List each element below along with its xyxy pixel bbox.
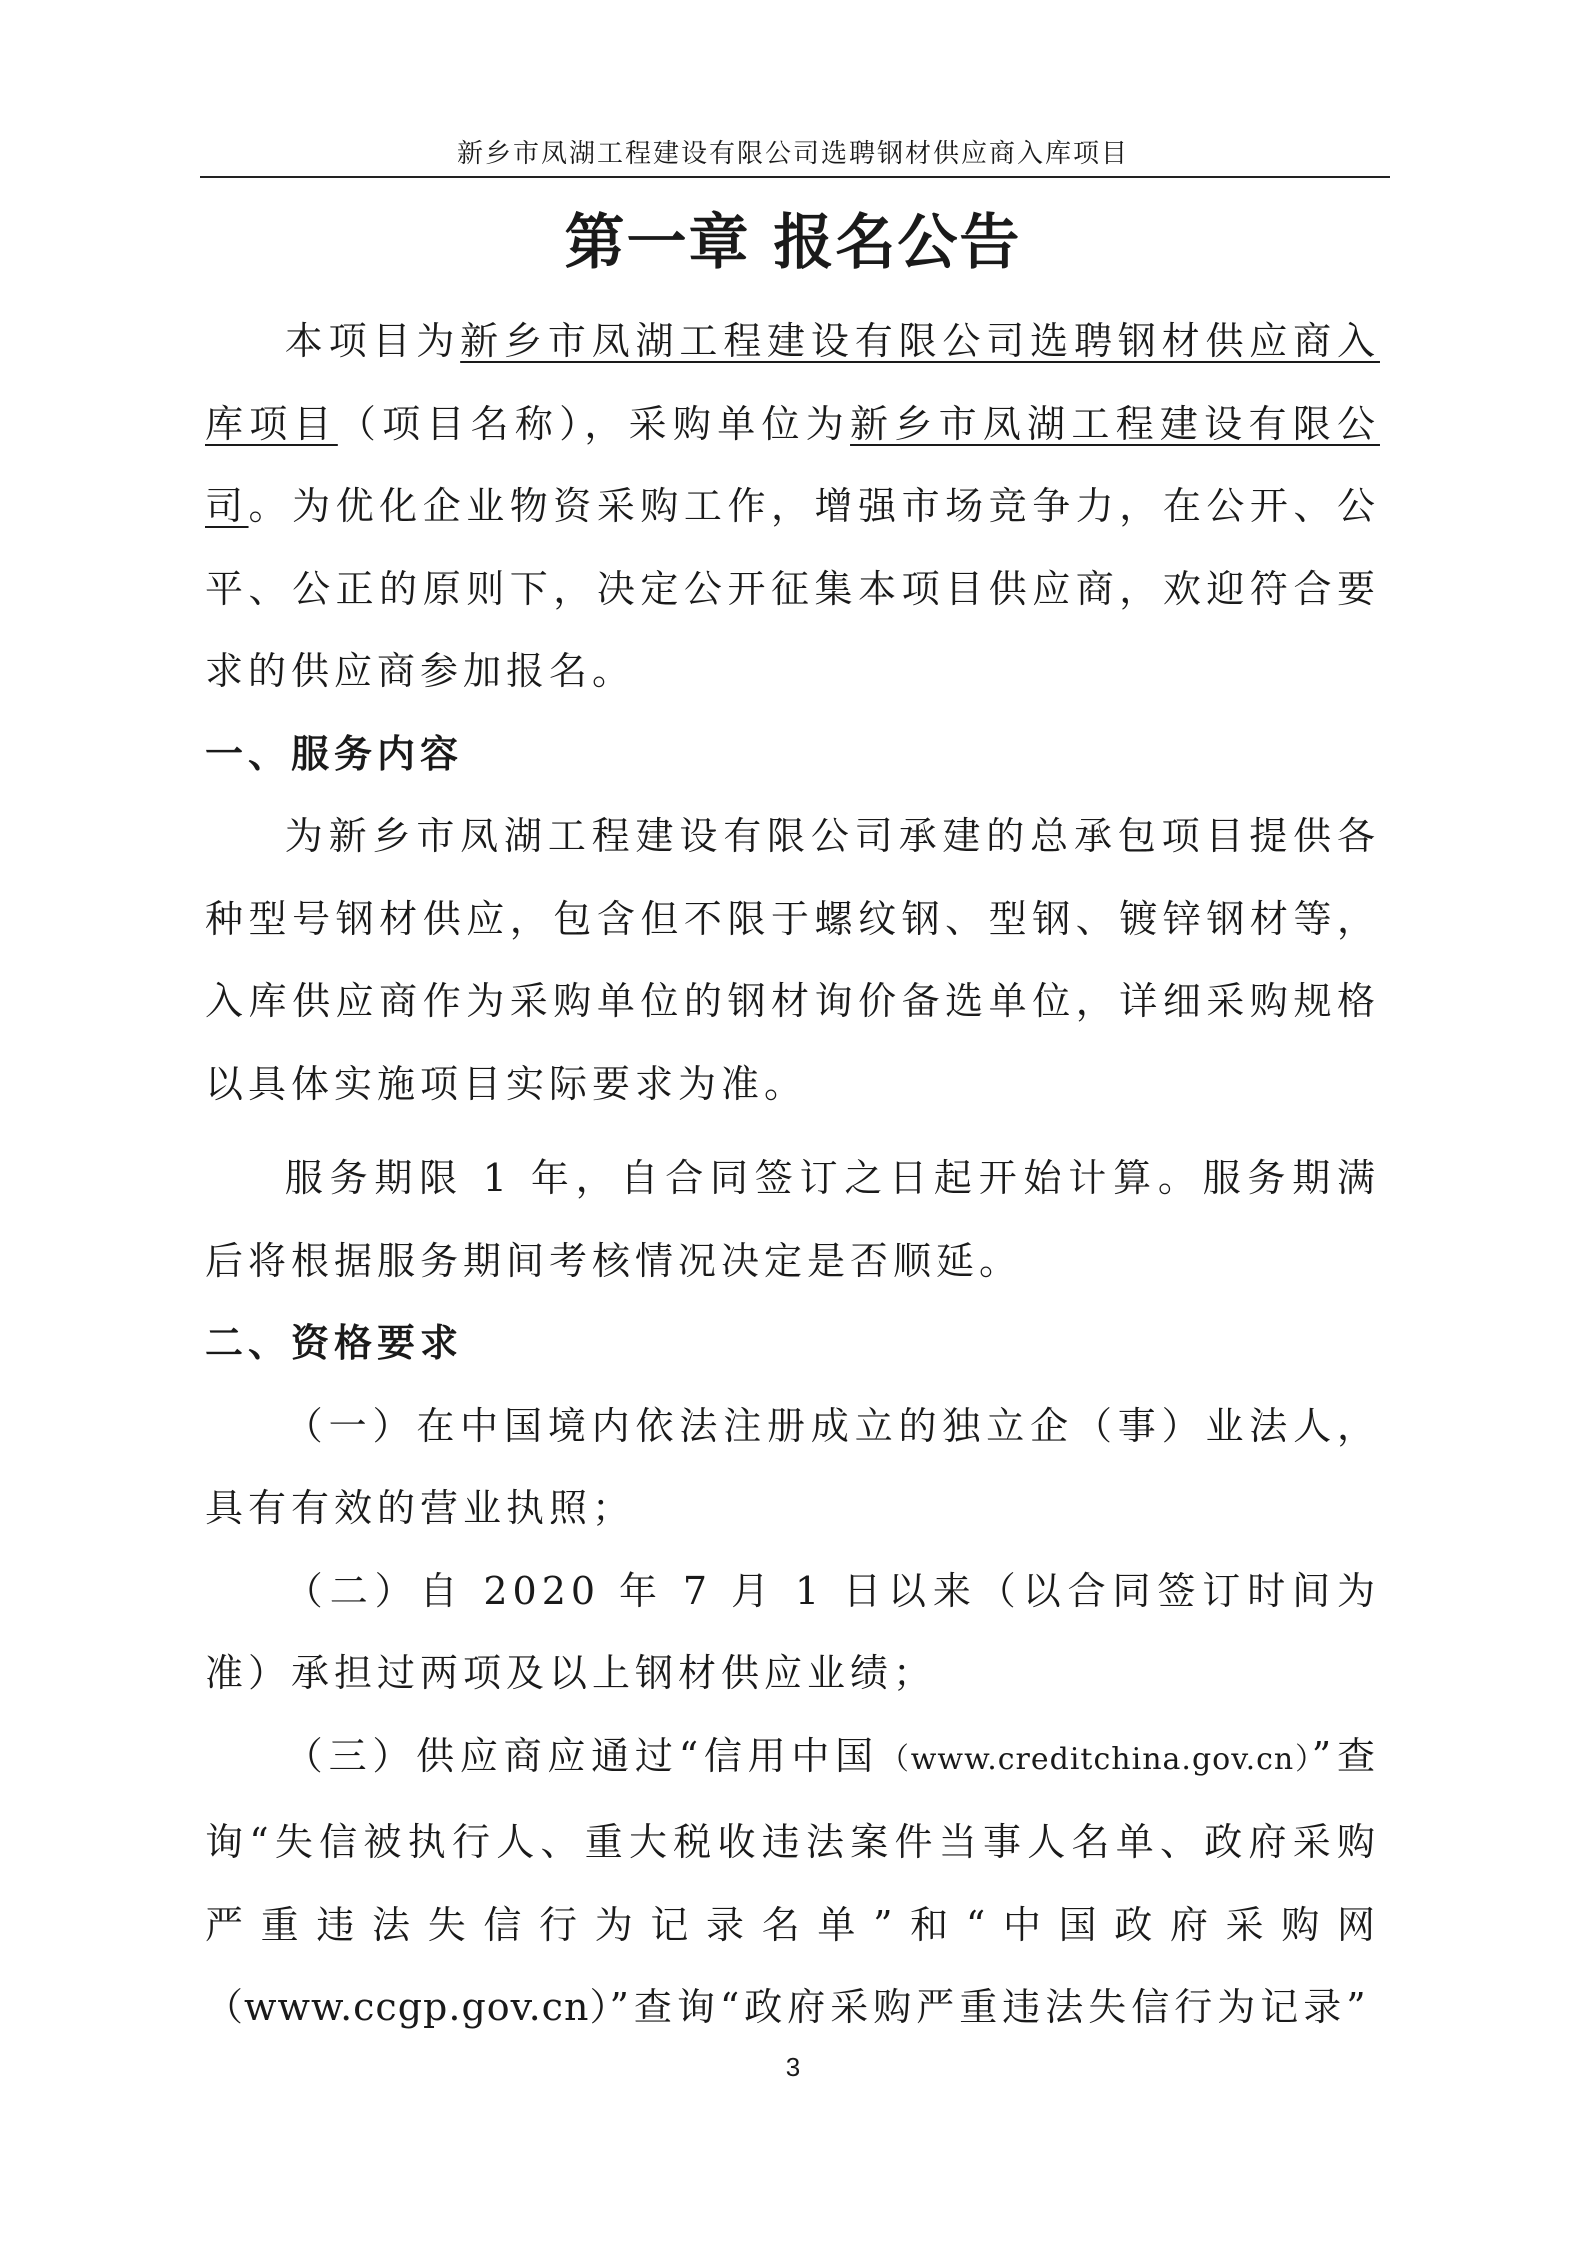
service-content-paragraph: 为新乡市凤湖工程建设有限公司承建的总承包项目提供各种型号钢材供应，包含但不限于螺纹钢、型钢、镀锌钢材等，入库供应商作为采购单位的钢材询价备选单位，详细采购规格以具体实施项目实际要求为准。 [205,814,1380,1106]
ccgp-url: （www.ccgp.gov.cn） [205,1985,610,2029]
header-rule [200,176,1390,178]
chapter-title: 第一章 报名公告 [564,208,1022,278]
item3-part3: ”查询“政府采购严重违法失信行为记录” [609,1985,1371,2029]
intro-rest: 。为优化企业物资采购工作，增强市场竞争力，在公开、公平、公正的原则下，决定公开征集本项目供应商，欢迎符合要求的供应商参加报名。 [205,484,1380,693]
purchaser-name: 新乡市凤湖工程建设有限公司 [205,401,1380,528]
project-name-note: （项目名称），采购单位为 [337,401,851,446]
creditchina-url: （www.creditchina.gov.cn） [878,1741,1312,1777]
document-body [205,300,1380,2049]
item3-part2: ”查询“失信被执行人、重大税收违法案件当事人名单、政府采购严重违法失信行为记录名单”和“中国政府采购网 [205,1733,1380,1947]
intro-prefix: 本项目为 [284,319,461,363]
service-period-paragraph: 服务期限 1 年，自合同签订之日起开始计算。服务期满后将根据服务期间考核情况决定是否顺延。 [205,1156,1380,1283]
qualification-item-2: （二）自 2020 年 7 月 1 日以来（以合同签订时间为准）承担过两项及以上钢材供应业绩； [205,1568,1380,1695]
qualification-item-1: （一）在中国境内依法注册成立的独立企（事）业法人，具有有效的营业执照； [205,1403,1380,1530]
section-heading-service: 一、服务内容 [205,730,464,776]
qualification-item-3 [205,1715,1380,2049]
intro-paragraph [205,300,1380,713]
running-header: 新乡市凤湖工程建设有限公司选聘钢材供应商入库项目 [456,139,1129,169]
project-name: 新乡市凤湖工程建设有限公司选聘钢材供应商入库项目 [205,319,1380,446]
page-number: 3 [785,2052,801,2082]
section-heading-qualification: 二、资格要求 [205,1320,464,1365]
item3-part1: （三）供应商应通过“信用中国 [284,1733,879,1778]
